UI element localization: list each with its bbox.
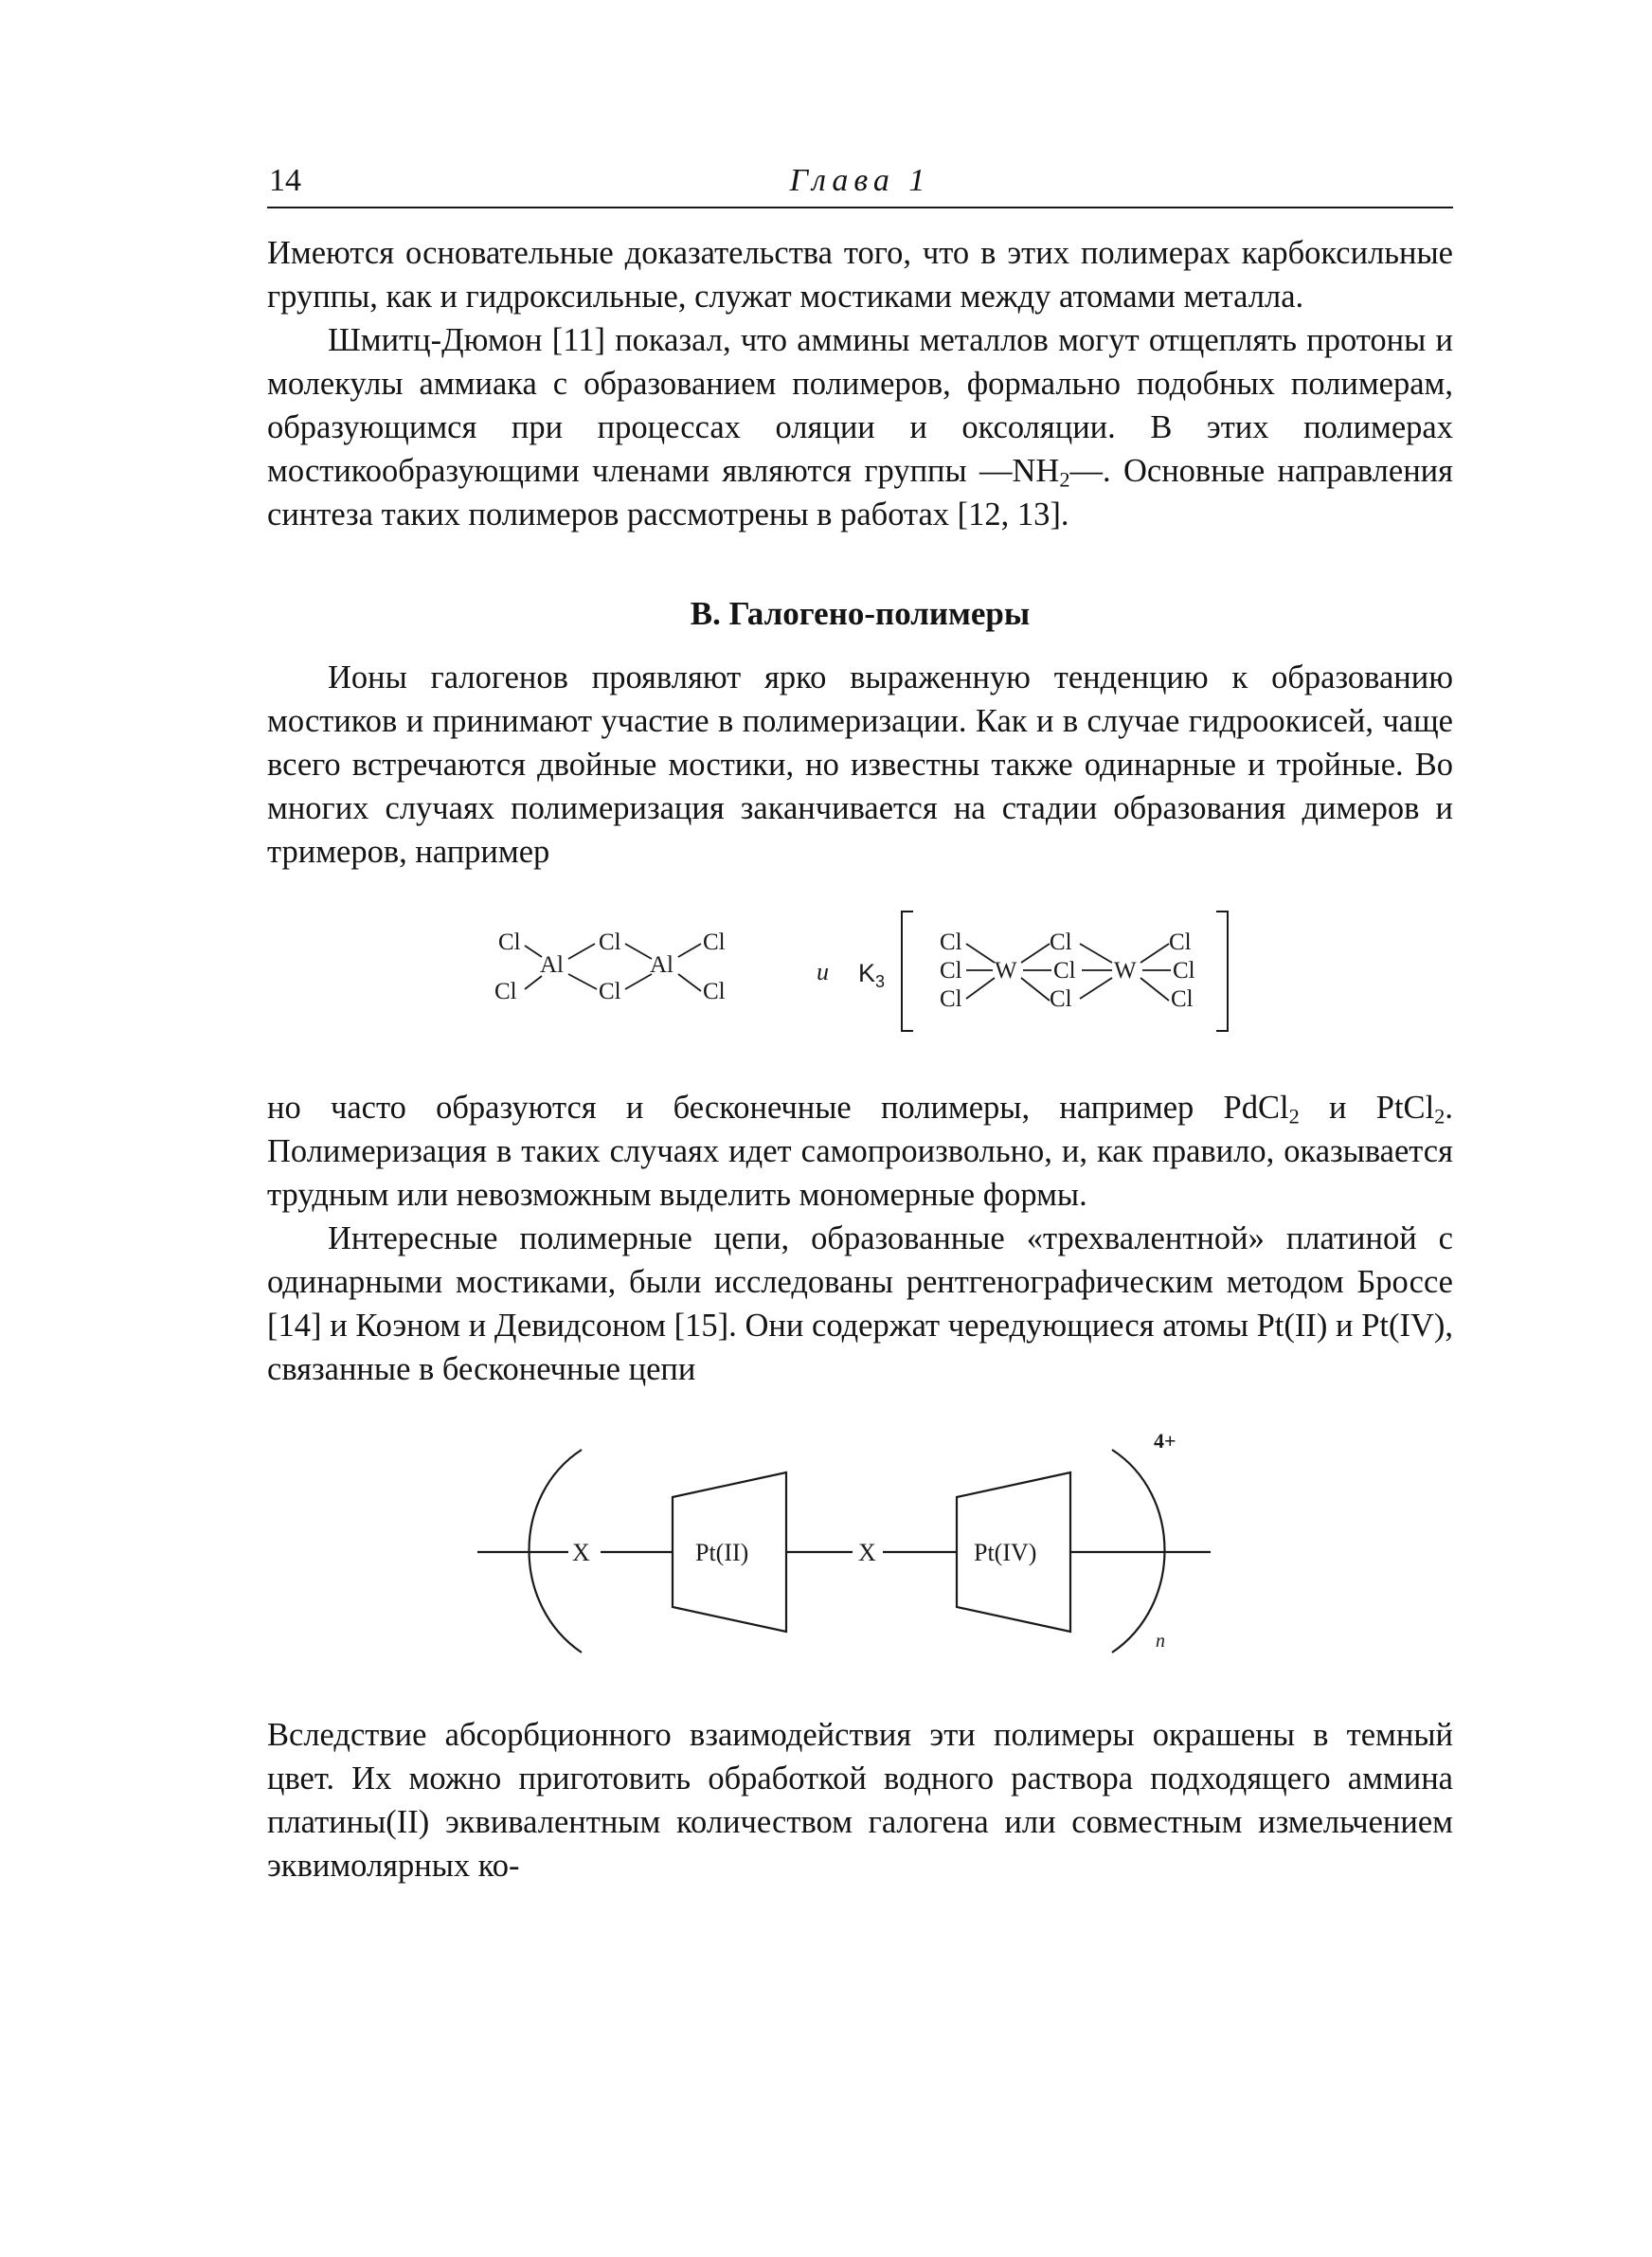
atom-cl: Cl (703, 930, 726, 955)
platinum-ii-label: Pt(II) (695, 1539, 749, 1566)
atom-cl: Cl (494, 979, 517, 1004)
chapter-title: Глава 1 (789, 163, 931, 198)
formula-platinum-chain (267, 1391, 1453, 1675)
atom-cl: Cl (940, 930, 962, 955)
paragraph-platinum-chains: Интересные полимерные цепи, образованные «трехвалентной» платиной с одинарными мостиками, были исследованы рентгенографическим методом Броссе [14] и Коэном и Девидсоном [15]. Они содержат чередующиеся атомы Pt(II) и Pt(IV), связанные в бесконечные цепи (267, 1220, 1453, 1387)
potassium-subscript: 3 (875, 972, 886, 991)
text-segment: Шмитц-Дюмон [11] показал, что аммины металлов могут отщеплять протоны и молекулы аммиака с образованием полимеров, формально подобных полимерам, образующимся при процессах оляции и оксоляции. В этих полимерах мостикообразующими членами являются группы —NH (267, 322, 1453, 489)
atom-cl: Cl (1173, 958, 1195, 984)
atom-cl: Cl (1050, 986, 1072, 1012)
paragraph-infinite-polymers (267, 1086, 1453, 1217)
formula-platinum-chain-svg (267, 1391, 1453, 1675)
subscript: 2 (1434, 1104, 1446, 1128)
formula-dimer-trimer (267, 874, 1453, 1067)
atom-cl: Cl (1053, 958, 1076, 984)
conjunction: и (817, 958, 829, 985)
running-head (267, 159, 1453, 208)
section-heading: В. Галогено-полимеры (690, 595, 1031, 632)
subscript: 2 (1288, 1104, 1300, 1128)
platinum-iv-label: Pt(IV) (974, 1539, 1037, 1566)
atom-cl: Cl (1169, 930, 1192, 955)
text-segment: —. Основные направления синтеза таких полимеров рассмотрены в работах [12, 13]. (267, 453, 1453, 533)
atom-cl: Cl (599, 979, 621, 1004)
atom-al: Al (540, 952, 564, 978)
atom-w: W (1114, 958, 1137, 984)
paragraph-absorption: Вследствие абсорбционного взаимодействия эти полимеры окрашены в темный цвет. Их можно приготовить обработкой водного раствора подходящего аммина платины(II) эквивалентным количеством галогена или совместным измельчением эквимолярных ко- (267, 1717, 1453, 1884)
paragraph-carboxyl-bridges: Имеются основательные доказательства того, что в этих полимерах карбоксильные группы, как и гидроксильные, служат мостиками между атомами металла. (267, 235, 1453, 315)
repeat-n-label: n (1156, 1631, 1165, 1652)
text-segment: и PtCl (1299, 1090, 1435, 1126)
paragraph-halogen-ions: Ионы галогенов проявляют ярко выраженную тенденцию к образованию мостиков и принимают участие в полимеризации. Как и в случае гидроокисей, чаще всего встречаются двойные мостики, но известны также одинарные и тройные. Во многих случаях полимеризация заканчивается на стадии образования димеров и тримеров, например (267, 659, 1453, 870)
potassium: K (858, 959, 876, 987)
atom-al: Al (650, 952, 673, 978)
page-number: 14 (269, 163, 301, 198)
atom-cl: Cl (1171, 986, 1194, 1012)
subscript: 2 (1059, 467, 1070, 492)
book-page (267, 159, 1453, 1887)
atom-cl: Cl (940, 986, 962, 1012)
paragraph-schmitz-dumont (267, 318, 1453, 536)
atom-cl: Cl (498, 930, 521, 955)
bridge-atom-x: X (858, 1539, 876, 1566)
text-segment: . Полимеризация в таких случаях идет самопроизвольно, и, как правило, оказывается трудным или невозможным выделить мономерные формы. (267, 1090, 1453, 1213)
atom-cl: Cl (940, 958, 962, 984)
charge-label: 4+ (1154, 1429, 1176, 1453)
formula-dimer-trimer-svg (267, 874, 1453, 1067)
atom-cl: Cl (703, 979, 726, 1004)
atom-cl: Cl (599, 930, 621, 955)
text-segment: но часто образуются и бесконечные полимеры, например PdCl (267, 1090, 1289, 1126)
atom-w: W (995, 958, 1017, 984)
atom-cl: Cl (1050, 930, 1072, 955)
bridge-atom-x: X (572, 1539, 590, 1566)
